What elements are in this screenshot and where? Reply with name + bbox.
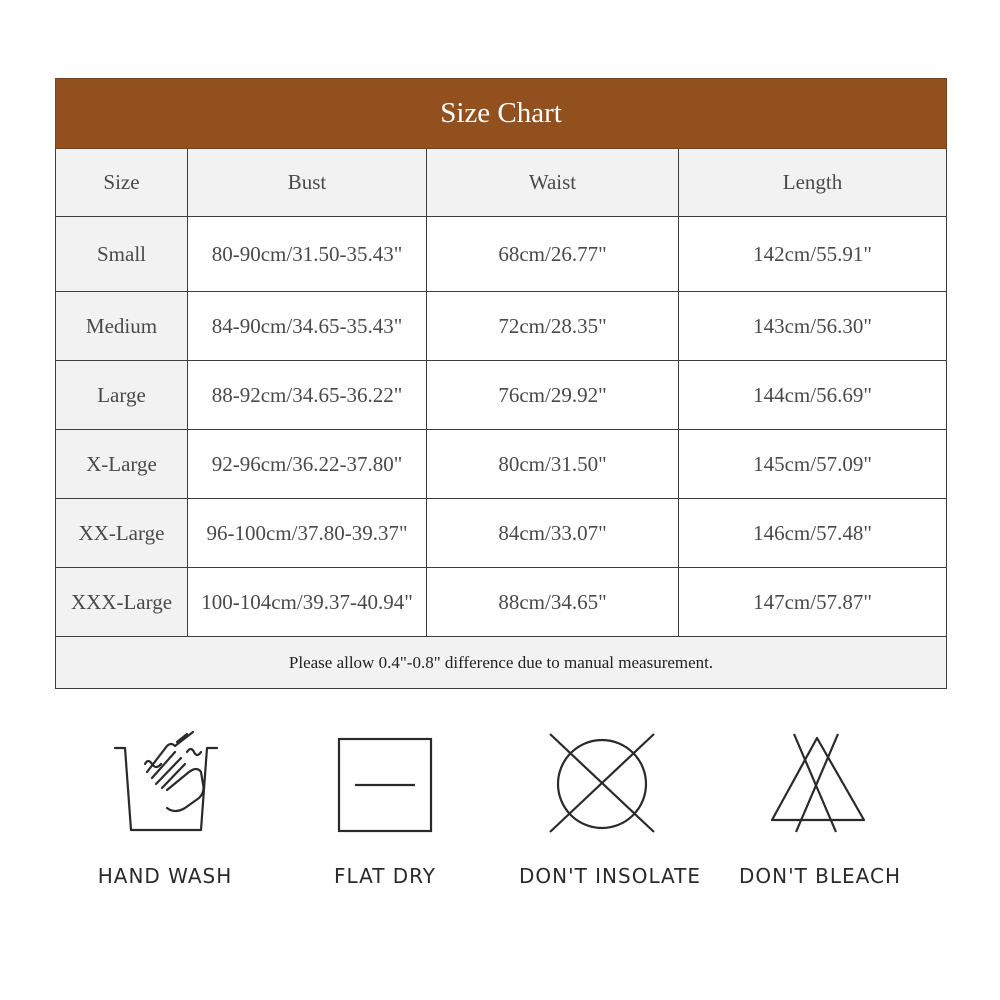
care-hand-wash bbox=[55, 722, 275, 892]
length-cell: 145cm/57.09" bbox=[679, 430, 947, 499]
length-cell: 142cm/55.91" bbox=[679, 217, 947, 292]
table-row bbox=[56, 430, 947, 499]
care-label: DON'T INSOLATE bbox=[518, 864, 702, 888]
size-chart-title: Size Chart bbox=[56, 79, 947, 149]
size-cell: Medium bbox=[56, 292, 188, 361]
waist-cell: 88cm/34.65" bbox=[427, 568, 679, 637]
header-length: Length bbox=[679, 149, 947, 217]
measurement-note: Please allow 0.4"-0.8" difference due to manual measurement. bbox=[56, 637, 947, 689]
hand-wash-icon bbox=[55, 722, 275, 852]
waist-cell: 68cm/26.77" bbox=[427, 217, 679, 292]
size-cell: Small bbox=[56, 217, 188, 292]
length-cell: 146cm/57.48" bbox=[679, 499, 947, 568]
table-row bbox=[56, 499, 947, 568]
bust-cell: 84-90cm/34.65-35.43" bbox=[188, 292, 427, 361]
care-flat-dry bbox=[275, 722, 495, 892]
dont-insolate-icon bbox=[500, 722, 720, 852]
table-row bbox=[56, 217, 947, 292]
header-row bbox=[56, 149, 947, 217]
size-cell: XX-Large bbox=[56, 499, 188, 568]
bust-cell: 92-96cm/36.22-37.80" bbox=[188, 430, 427, 499]
waist-cell: 76cm/29.92" bbox=[427, 361, 679, 430]
length-cell: 147cm/57.87" bbox=[679, 568, 947, 637]
header-bust: Bust bbox=[188, 149, 427, 217]
bust-cell: 100-104cm/39.37-40.94" bbox=[188, 568, 427, 637]
length-cell: 144cm/56.69" bbox=[679, 361, 947, 430]
care-dont-bleach bbox=[710, 722, 930, 892]
waist-cell: 72cm/28.35" bbox=[427, 292, 679, 361]
care-dont-insolate bbox=[500, 722, 720, 892]
care-label: HAND WASH bbox=[97, 864, 233, 888]
flat-dry-icon bbox=[275, 722, 495, 852]
header-size: Size bbox=[56, 149, 188, 217]
size-cell: X-Large bbox=[56, 430, 188, 499]
bust-cell: 88-92cm/34.65-36.22" bbox=[188, 361, 427, 430]
bust-cell: 80-90cm/31.50-35.43" bbox=[188, 217, 427, 292]
bust-cell: 96-100cm/37.80-39.37" bbox=[188, 499, 427, 568]
dont-bleach-icon bbox=[710, 722, 930, 852]
size-cell: Large bbox=[56, 361, 188, 430]
size-cell: XXX-Large bbox=[56, 568, 188, 637]
header-waist: Waist bbox=[427, 149, 679, 217]
table-row bbox=[56, 361, 947, 430]
waist-cell: 84cm/33.07" bbox=[427, 499, 679, 568]
care-label: FLAT DRY bbox=[333, 864, 437, 888]
table-row bbox=[56, 292, 947, 361]
length-cell: 143cm/56.30" bbox=[679, 292, 947, 361]
waist-cell: 80cm/31.50" bbox=[427, 430, 679, 499]
size-chart-table bbox=[55, 78, 947, 689]
table-row bbox=[56, 568, 947, 637]
care-label: DON'T BLEACH bbox=[738, 864, 901, 888]
